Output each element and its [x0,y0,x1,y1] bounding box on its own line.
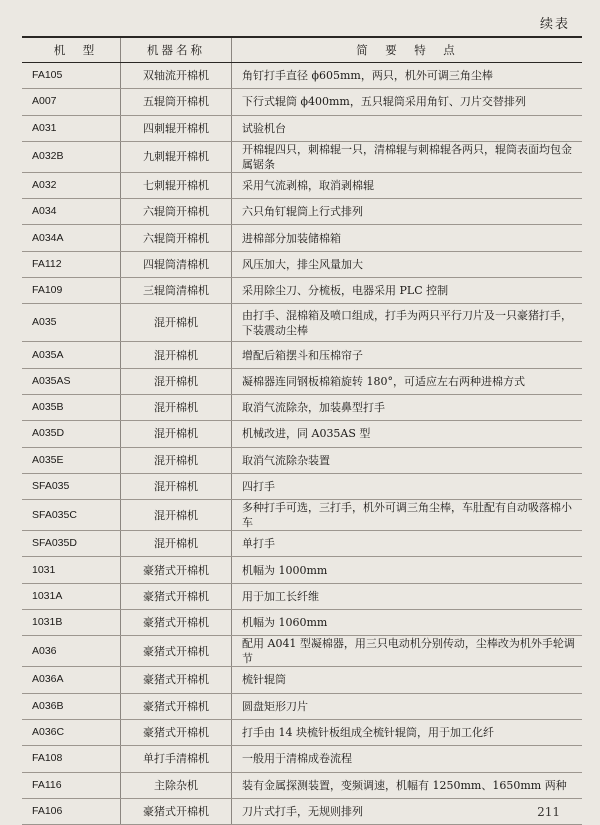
cell-machine-name: 混开棉机 [121,531,232,557]
table-row [22,798,582,824]
cell-features: 取消气流除杂装置 [232,447,583,473]
cell-model: FA109 [22,278,121,304]
cell-model: A034A [22,225,121,251]
cell-machine-name: 六辊筒开棉机 [121,199,232,225]
table-row [22,342,582,368]
table-row [22,500,582,531]
cell-features: 由打手、混棉箱及喷口组成，打手为两只平行刀片及一只豪猪打手，下装震动尘棒 [232,304,583,342]
page-number: 211 [537,805,560,819]
header-model: 机 型 [22,37,121,63]
cell-features: 增配后箱摆斗和压棉帘子 [232,342,583,368]
cell-machine-name: 四辊筒清棉机 [121,251,232,277]
table-row [22,447,582,473]
cell-model: SFA035 [22,473,121,499]
cell-features: 开棉辊四只，刺棉辊一只，清棉辊与刺棉辊各两只，辊筒表面均包金属锯条 [232,141,583,172]
cell-model: A035D [22,421,121,447]
cell-features: 四打手 [232,473,583,499]
cell-machine-name: 豪猪式开棉机 [121,583,232,609]
cell-machine-name: 豪猪式开棉机 [121,667,232,693]
page-header [0,0,600,36]
cell-model: FA106 [22,798,121,824]
cell-features: 多种打手可选，三打手，机外可调三角尘棒，车肚配有自动吸落棉小车 [232,500,583,531]
cell-features: 机幅为 1060mm [232,610,583,636]
cell-features: 试验机台 [232,115,583,141]
cell-features: 配用 A041 型凝棉器，用三只电动机分别传动，尘棒改为机外手轮调节 [232,636,583,667]
table-row [22,531,582,557]
cell-model: A035 [22,304,121,342]
cell-model: 1031A [22,583,121,609]
cell-features: 下行式辊筒 ϕ400mm，五只辊筒采用角钉、刀片交替排列 [232,89,583,115]
cell-machine-name: 五辊筒开棉机 [121,89,232,115]
cell-model: A034 [22,199,121,225]
cell-machine-name: 混开棉机 [121,447,232,473]
cell-model: SFA035C [22,500,121,531]
table-row [22,557,582,583]
table-row [22,610,582,636]
cell-features: 角钉打手直径 ϕ605mm，两只，机外可调三角尘棒 [232,63,583,89]
cell-features: 单打手 [232,531,583,557]
cell-machine-name: 豪猪式开棉机 [121,610,232,636]
cell-features: 梳针辊筒 [232,667,583,693]
cell-model: A036A [22,667,121,693]
cell-machine-name: 单打手清棉机 [121,746,232,772]
table-row [22,719,582,745]
cell-features: 机幅为 1000mm [232,557,583,583]
table-row [22,421,582,447]
cell-machine-name: 七刺辊开棉机 [121,172,232,198]
table-row [22,473,582,499]
table-row [22,394,582,420]
cell-model: A007 [22,89,121,115]
cell-model: FA105 [22,63,121,89]
cell-features: 打手由 14 块梳针板组成全梳针辊筒，用于加工化纤 [232,719,583,745]
table-header-row [22,37,582,63]
cell-features: 凝棉器连同钢板棉箱旋转 180°，可适应左右两种进棉方式 [232,368,583,394]
cell-machine-name: 混开棉机 [121,421,232,447]
cell-model: A032B [22,141,121,172]
cell-features: 取消气流除杂，加装鼻型打手 [232,394,583,420]
table-row [22,368,582,394]
cell-machine-name: 混开棉机 [121,394,232,420]
cell-machine-name: 豪猪式开棉机 [121,636,232,667]
table-row [22,141,582,172]
cell-machine-name: 双轴流开棉机 [121,63,232,89]
table-row [22,746,582,772]
cell-model: A031 [22,115,121,141]
cell-model: A035A [22,342,121,368]
table-row [22,693,582,719]
cell-model: A035E [22,447,121,473]
cell-model: SFA035D [22,531,121,557]
machine-spec-table [22,36,582,825]
cell-machine-name: 豪猪式开棉机 [121,719,232,745]
cell-machine-name: 混开棉机 [121,473,232,499]
cell-model: A032 [22,172,121,198]
cell-model: A036 [22,636,121,667]
cell-model: FA116 [22,772,121,798]
table-row [22,304,582,342]
cell-features: 六只角钉辊筒上行式排列 [232,199,583,225]
cell-machine-name: 主除杂机 [121,772,232,798]
cell-machine-name: 豪猪式开棉机 [121,798,232,824]
cell-features: 进棉部分加装储棉箱 [232,225,583,251]
cell-machine-name: 混开棉机 [121,500,232,531]
cell-machine-name: 混开棉机 [121,368,232,394]
cell-features: 圆盘矩形刀片 [232,693,583,719]
cell-model: 1031 [22,557,121,583]
cell-model: A035B [22,394,121,420]
cell-model: A036B [22,693,121,719]
cell-features: 机械改进，同 A035AS 型 [232,421,583,447]
table-row [22,667,582,693]
table-row [22,251,582,277]
table-row [22,278,582,304]
cell-model: 1031B [22,610,121,636]
table-row [22,115,582,141]
cell-machine-name: 九刺辊开棉机 [121,141,232,172]
table-row [22,225,582,251]
table-row [22,636,582,667]
cell-model: FA108 [22,746,121,772]
cell-features: 风压加大，排尘风量加大 [232,251,583,277]
cell-model: A036C [22,719,121,745]
cell-features: 一般用于清棉成卷流程 [232,746,583,772]
table-row [22,172,582,198]
cell-machine-name: 混开棉机 [121,304,232,342]
cell-machine-name: 三辊筒清棉机 [121,278,232,304]
cell-features: 刀片式打手，无规则排列 [232,798,583,824]
table-row [22,772,582,798]
header-machine-name: 机器名称 [121,37,232,63]
cell-features: 采用气流剥棉，取消剥棉辊 [232,172,583,198]
cell-machine-name: 豪猪式开棉机 [121,693,232,719]
table-body [22,63,582,825]
header-features: 简 要 特 点 [232,37,583,63]
table-row [22,63,582,89]
continued-label: 续表 [539,17,570,32]
cell-features: 装有金属探测装置，变频调速，机幅有 1250mm、1650mm 两种 [232,772,583,798]
cell-model: FA112 [22,251,121,277]
cell-machine-name: 六辊筒开棉机 [121,225,232,251]
cell-features: 用于加工长纤维 [232,583,583,609]
cell-model: A035AS [22,368,121,394]
cell-machine-name: 混开棉机 [121,342,232,368]
table-row [22,199,582,225]
cell-machine-name: 四刺辊开棉机 [121,115,232,141]
cell-features: 采用除尘刀、分梳板，电器采用 PLC 控制 [232,278,583,304]
table-row [22,89,582,115]
table-row [22,583,582,609]
cell-machine-name: 豪猪式开棉机 [121,557,232,583]
